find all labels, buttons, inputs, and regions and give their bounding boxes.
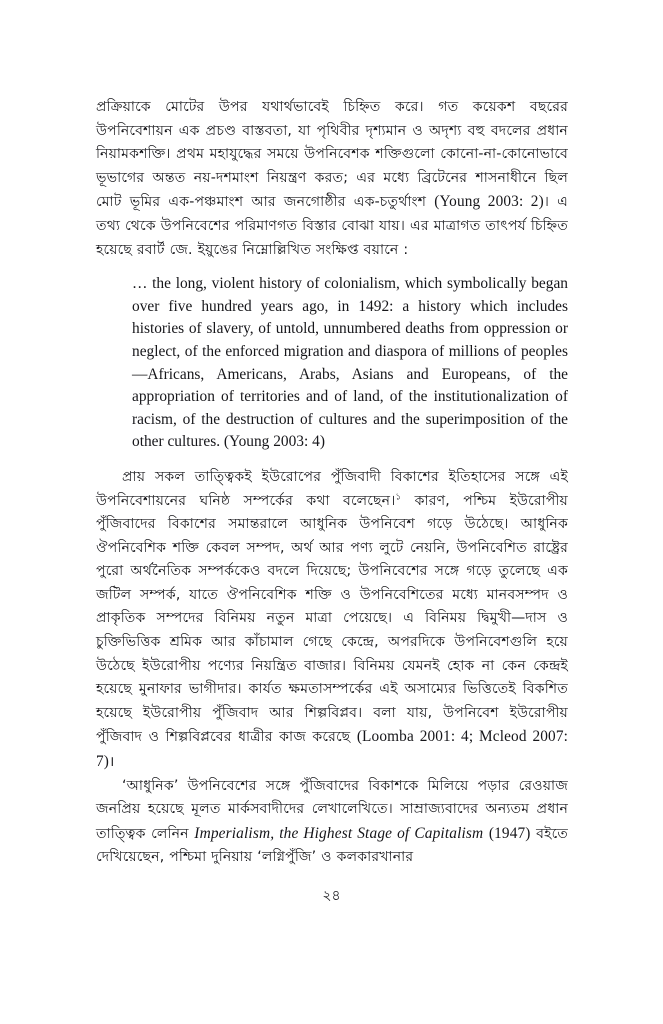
citation-young-2003-2: (Young 2003: 2) (434, 193, 544, 211)
paragraph-1-text-tail: । এ তথ্য থেকে উপনিবেশের পরিমাণগত বিস্তার বোঝা যায়। এর মাত্রাগত তাৎপর্য চিহ্নিত হয়েছে রবার্ট জে. ইয়ুঙের নিম্নোল্লিখিত সংক্ষিপ্ত বয়ানে : (96, 194, 568, 258)
quote-spacer-top (96, 262, 568, 264)
paragraph-1-text: প্রক্রিয়াকে মোটের উপর যথার্থভাবেই চিহ্নিত করে। গত কয়েকশ বছরের উপনিবেশায়ন এক প্রচণ্ড বাস্তবতা, যা পৃথিবীর দৃশ্যমান ও অদৃশ্য বহু বদলের প্রধান নিয়ামকশক্তি। প্রথম মহাযুদ্ধের সময়ে উপনিবেশক শক্তিগুলো কোনো-না-কোনোভাবে ভূভাগের অন্তত নয়-দশমাংশ নিয়ন্ত্রণ করত; এর মধ্যে ব্রিটেনের শাসনাধীনে ছিল মোট ভূমির এক-পঞ্চমাংশ আর জনগোষ্ঠীর এক-চতুর্থাংশ (96, 99, 568, 211)
body-paragraph-3 (96, 775, 568, 870)
paragraph-3-tail: বইতে দেখিয়েছেন, পশ্চিমা দুনিয়ায় ‘লগ্নিপুঁজি’ ও কলকারখানার (96, 825, 568, 866)
block-quotation-young: … the long, violent history of colonialism, which symbolically began over five hundred years ago, in 1492: a history which includes histories of slavery, of untold, unnumbered deaths from oppression or neglect, of the enforced migration and diaspora of millions of peoples—Africans, Americans, Arabs, Asians and Europeans, of the appropriation of territories and of land, of the institutionalization of racism, of the destruction of cultures and the superimposition of the other cultures. (Young 2003: 4) (132, 275, 568, 451)
paragraph-3-head: ‘আধুনিক’ উপনিবেশের সঙ্গে পুঁজিবাদের বিকাশকে মিলিয়ে পড়ার রেওয়াজ জনপ্রিয় হয়েছে মূলত মার্কসবাদীদের লেখালেখিতে। সাম্রাজ্যবাদের অন্যতম প্রধান তাত্ত্বিক লেনিন (96, 777, 568, 842)
paragraph-2-head: প্রায় সকল তাত্ত্বিকই ইউরোপের পুঁজিবাদী বিকাশের ইতিহাসের সঙ্গে এই উপনিবেশায়নের ঘনিষ্ঠ সম্পর্কের কথা বলেছেন। (96, 468, 568, 509)
footnote-reference-1[interactable]: ১ (395, 491, 402, 502)
paragraph-2-body: কারণ, পশ্চিম ইউরোপীয় পুঁজিবাদের বিকাশের সমান্তরালে আধুনিক উপনিবেশ গড়ে উঠেছে। আধুনিক ঔপনিবেশিক শক্তি কেবল সম্পদ, অর্থ আর পণ্য লুটে নেয়নি, উপনিবেশিত রাষ্ট্রের পুরো অর্থনৈতিক সম্পর্ককেও বদলে দিয়েছে; উপনিবেশের সঙ্গে গড়ে তুলেছে এক জটিল সম্পর্ক, যাতে ঔপনিবেশিক শক্তি ও উপনিবেশিতের মধ্যে মানবসম্পদ ও প্রাকৃতিক সম্পদের বিনিময় নতুন মাত্রা পেয়েছে। এ বিনিময় দ্বিমুখী—দাস ও চুক্তিভিত্তিক শ্রমিক আর কাঁচামাল গেছে কেন্দ্রে, অপরদিকে উপনিবেশগুলি হয়ে উঠেছে ইউরোপীয় পণ্যের নিয়ন্ত্রিত বাজার। বিনিময় যেমনই হোক না কেন কেন্দ্রই হয়েছে মুনাফার ভাগীদার। কার্যত ক্ষমতাসম্পর্কের এই অসাম্যের ভিত্তিতেই বিকশিত হয়েছে ইউরোপীয় পুঁজিবাদ আর শিল্পবিপ্লব। বলা যায়, উপনিবেশ ইউরোপীয় পুঁজিবাদ ও শিল্পবিপ্লবের ধাত্রীর কাজ করেছে (96, 492, 568, 746)
body-paragraph-1 (96, 96, 568, 262)
book-year: (1947) (488, 824, 531, 842)
page-number: ২৪ (322, 888, 341, 904)
text-column (96, 96, 568, 870)
body-paragraph-2 (96, 466, 568, 775)
paragraph-2-tail: । (109, 754, 115, 771)
book-title-imperialism: Imperialism, the Highest Stage of Capitalism (194, 824, 484, 842)
citation-loomba-mcleod: (Loomba 2001: 4; Mcleod 2007: 7) (96, 728, 568, 771)
